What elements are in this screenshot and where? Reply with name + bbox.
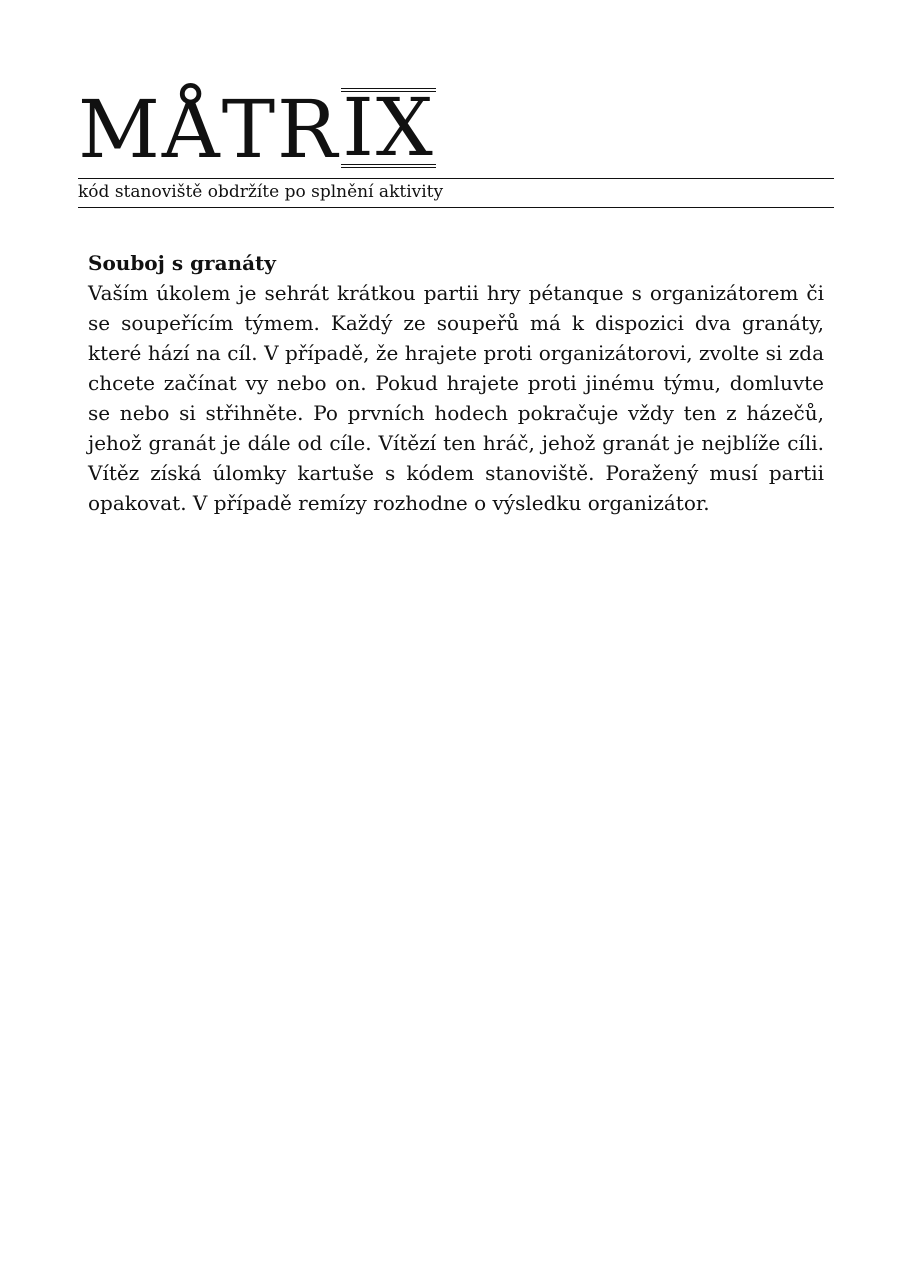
logo-prefix: MÅTR [78,83,340,176]
header-tagline: kód stanoviště obdržíte po splnění aktivity [78,182,444,202]
task-section [88,248,824,518]
header-rule-top [78,178,834,179]
header-rule-bottom [78,207,834,208]
task-title: Souboj s granáty [88,251,276,275]
task-description: Vaším úkolem je sehrát krátkou partii hry pétanque s organizátorem či se soupeřícím týmem. Každý ze soupeřů má k dispozici dva granáty, které hází na cíl. V případě, že hrajete proti organizátorovi, zvolte si zda chcete začínat vy nebo on. Pokud hrajete proti jinému týmu, domluvte se nebo si střihněte. Po prvních hodech pokračuje vždy ten z házečů, jehož granát je dále od cíle. Vítězí ten hráč, jehož granát je nejblíže cíli. Vítěz získá úlomky kartuše s kódem stanoviště. Poražený musí partii opakovat. V případě remízy rozhodne o výsledku organizátor. [88,281,824,515]
logo-suffix: IX [342,81,435,174]
page-header [78,81,834,202]
matrix-logo [78,81,834,176]
